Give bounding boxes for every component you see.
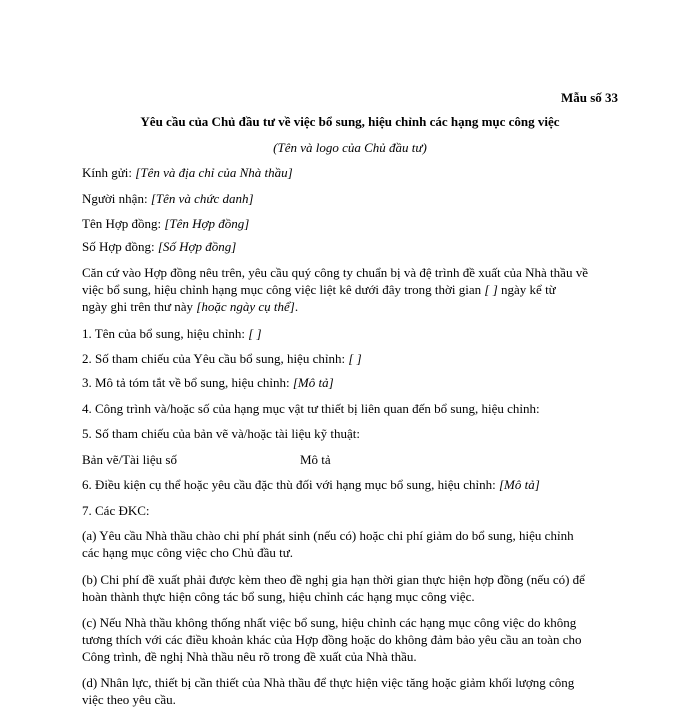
contract-number-label: Số Hợp đồng: (82, 239, 158, 254)
document-title: Yêu cầu của Chủ đầu tư về việc bổ sung, hiệu chỉnh các hạng mục công việc (140, 114, 560, 129)
to-line (82, 164, 618, 181)
to-label: Kính gửi: (82, 165, 136, 180)
item-2 (82, 350, 618, 367)
recipient-label: Người nhận: (82, 191, 151, 206)
table-column-description: Mô tả (300, 452, 331, 467)
clause-c-line-3: Công trình, đề nghị Nhà thầu nêu rõ trong đề xuất của Nhà thầu. (82, 649, 417, 664)
reference-table-header (82, 451, 618, 468)
item-6-label: 6. Điều kiện cụ thể hoặc yêu cầu đặc thù đối với hạng mục bổ sung, hiệu chỉnh: (82, 477, 499, 492)
intro-line-1: Căn cứ vào Hợp đồng nêu trên, yêu cầu quý công ty chuẩn bị và đệ trình đề xuất của Nhà thầu về (82, 265, 588, 280)
intro-date-placeholder: [hoặc ngày cụ thể] (196, 299, 295, 314)
contract-number-value: [Số Hợp đồng] (157, 239, 237, 254)
contract-name-label: Tên Hợp đồng: (82, 216, 165, 231)
intro-line-2-end: ngày kể từ (497, 282, 556, 297)
clause-a-line-1: (a) Yêu cầu Nhà thầu chào chi phí phát sinh (nếu có) hoặc chi phí giảm do bổ sung, hiệu chỉnh (82, 528, 574, 543)
clause-c-line-2: tương thích với các điều khoản khác của Hợp đồng hoặc do không đảm bảo yêu cầu an toàn cho (82, 632, 582, 647)
contract-name-line (82, 215, 618, 232)
item-2-value: [ ] (348, 351, 362, 366)
intro-line-2 (82, 281, 618, 298)
recipient-line (82, 190, 618, 207)
intro-period-placeholder: [ ] (484, 282, 498, 297)
intro-line-3-text: ngày ghi trên thư này (82, 299, 197, 314)
clause-a-line-2: các hạng mục công việc cho Chủ đầu tư. (82, 545, 294, 560)
table-column-drawing: Bản vẽ/Tài liệu số (82, 452, 177, 467)
intro-line-3 (82, 298, 618, 315)
item-6 (82, 476, 618, 493)
contract-name-value: [Tên Hợp đồng] (164, 216, 250, 231)
item-6-value: [Mô tả] (499, 477, 540, 492)
item-3-value: [Mô tả] (292, 375, 334, 390)
clause-d-line-1: (d) Nhân lực, thiết bị cần thiết của Nhà thầu để thực hiện việc tăng hoặc giảm khối lượng công (82, 675, 575, 690)
item-1 (82, 325, 618, 342)
item-3-label: 3. Mô tả tóm tắt về bổ sung, hiệu chỉnh: (82, 375, 293, 390)
intro-line-2-text: việc bổ sung, hiệu chỉnh hạng mục công việc liệt kê dưới đây trong thời gian (82, 282, 485, 297)
intro-line-3-end: . (294, 299, 299, 314)
clause-d-line-2: việc theo yêu cầu. (82, 692, 176, 707)
contract-number-line (82, 238, 618, 255)
item-3 (82, 374, 618, 391)
recipient-value: [Tên và chức danh] (150, 191, 254, 206)
item-7: 7. Các ĐKC: (82, 503, 150, 518)
clause-b-line-1: (b) Chi phí đề xuất phải được kèm theo đề nghị gia hạn thời gian thực hiện hợp đồng (nếu có) để (82, 572, 585, 587)
item-1-value: [ ] (248, 326, 262, 341)
to-value: [Tên và địa chỉ của Nhà thầu] (135, 165, 293, 180)
clause-b-line-2: hoàn thành thực hiện công tác bổ sung, hiệu chỉnh các hạng mục công việc. (82, 589, 475, 604)
item-5: 5. Số tham chiếu của bản vẽ và/hoặc tài liệu kỹ thuật: (82, 426, 360, 441)
item-2-label: 2. Số tham chiếu của Yêu cầu bổ sung, hiệu chỉnh: (82, 351, 349, 366)
item-1-label: 1. Tên của bổ sung, hiệu chỉnh: (82, 326, 249, 341)
item-4: 4. Công trình và/hoặc số của hạng mục vật tư thiết bị liên quan đến bổ sung, hiệu chỉnh: (82, 401, 540, 416)
clause-c-line-1: (c) Nếu Nhà thầu không thống nhất việc bổ sung, hiệu chỉnh các hạng mục công việc do không (82, 615, 577, 630)
form-number: Mẫu số 33 (560, 90, 618, 105)
document-subtitle: (Tên và logo của Chủ đầu tư) (273, 140, 427, 155)
